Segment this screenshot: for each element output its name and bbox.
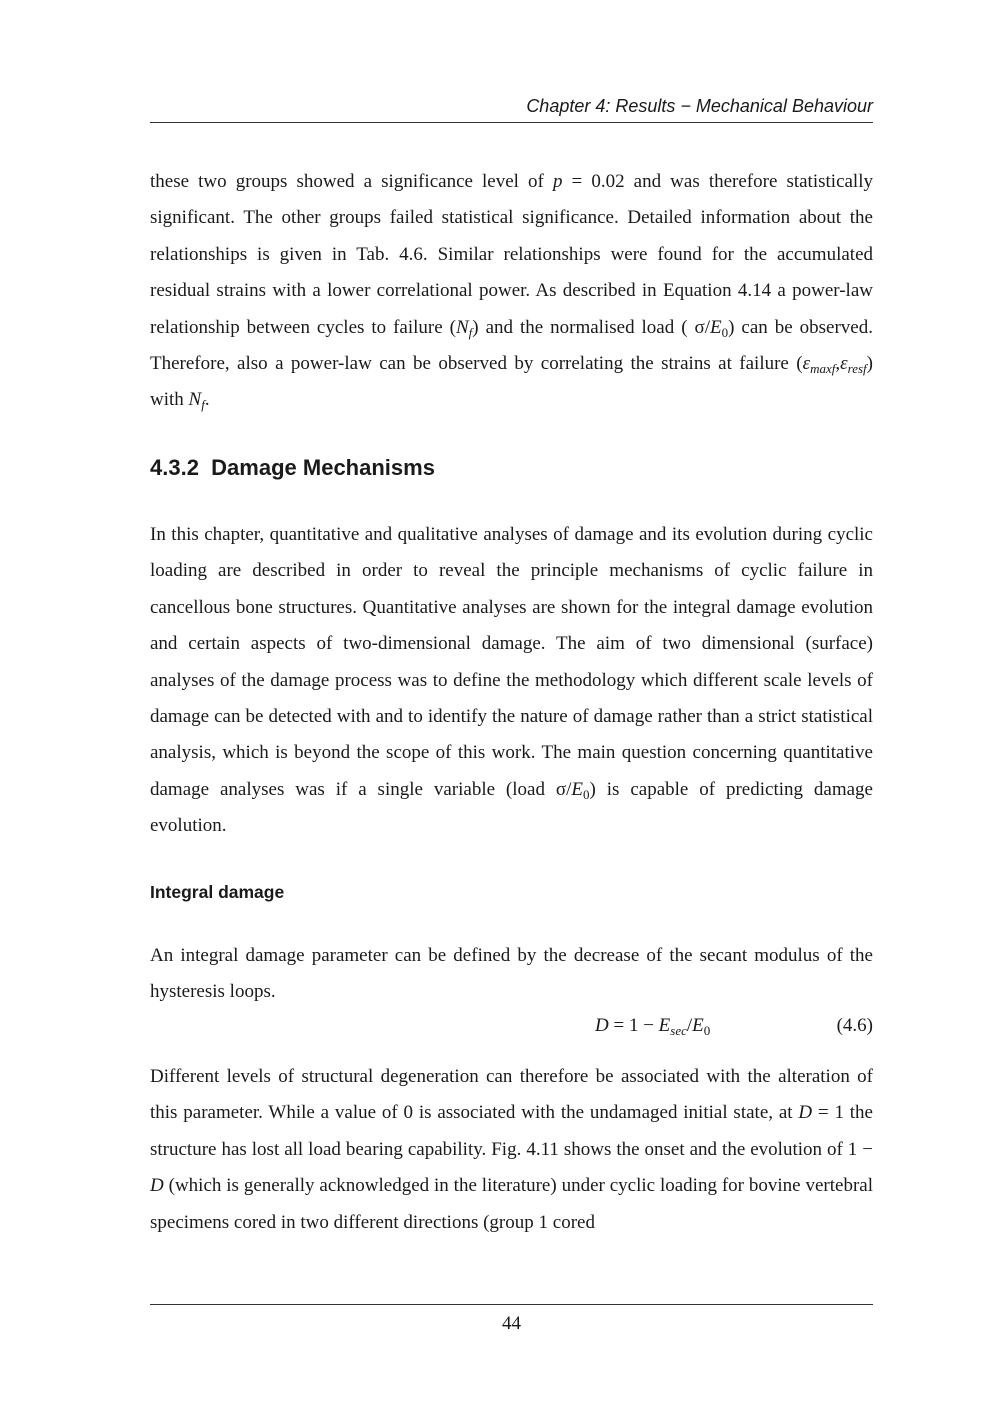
paragraph-degeneration: Different levels of structural degeneration can therefore be associated with the alteration of this parameter. While a value of 0 is associated with the undamaged initial state, at D = 1 the structure has lost all load bearing capability. Fig. 4.11 shows the onset and the evolution of 1 − D (which is generally acknowledged in the literature) under cyclic loading for bovine vertebral specimens cored in two different directions (group 1 cored [150, 1066, 873, 1233]
page-number: 44 [502, 1313, 521, 1334]
section-title: Damage Mechanisms [211, 455, 435, 480]
page-footer [150, 1304, 873, 1334]
running-header [150, 96, 873, 123]
paragraph-statistics: these two groups showed a significance level of p = 0.02 and was therefore statistically significant. The other groups failed statistical significance. Detailed information about the relationships is given in Tab. 4.6. Similar relationships were found for the accumulated residual strains with a lower correlational power. As described in Equation 4.14 a power-law relationship between cycles to failure $(N_f)$ and the normalised load ( $\sigma/E_0$) can be observed. Therefore, also a power-law can be observed by correlating the strains at failure $(\varepsilon_{maxf},\varepsilon_{resf})$ with $N_f$. [150, 171, 873, 413]
subsection-heading: Integral damage [150, 882, 285, 902]
section-number: 4.3.2 [150, 455, 199, 480]
paragraph-integral-damage: An integral damage parameter can be defined by the decrease of the secant modulus of the hysteresis loops. [150, 945, 873, 1003]
equation-label: (4.6) [836, 1015, 873, 1036]
section-heading [150, 455, 435, 481]
paragraph-damage-intro: In this chapter, quantitative and qualitative analyses of damage and its evolution during cyclic loading are described in order to reveal the principle mechanisms of cyclic failure in cancellous bone structures. Quantitative analyses are shown for the integral damage evolution and certain aspects of two-dimensional damage. The aim of two dimensional (surface) analyses of the damage process was to define the methodology which different scale levels of damage can be detected with and to identify the nature of damage rather than a strict statistical analysis, which is beyond the scope of this work. The main question concerning quantitative damage analyses was if a single variable (load $\sigma/E_0$) is capable of predicting damage evolution. [150, 524, 873, 837]
equation-body: $D = 1 - E_{sec}/E_0$ [595, 1015, 711, 1038]
running-title: Chapter 4: Results − Mechanical Behaviour [526, 96, 873, 116]
equation-4-6 [150, 1015, 873, 1045]
